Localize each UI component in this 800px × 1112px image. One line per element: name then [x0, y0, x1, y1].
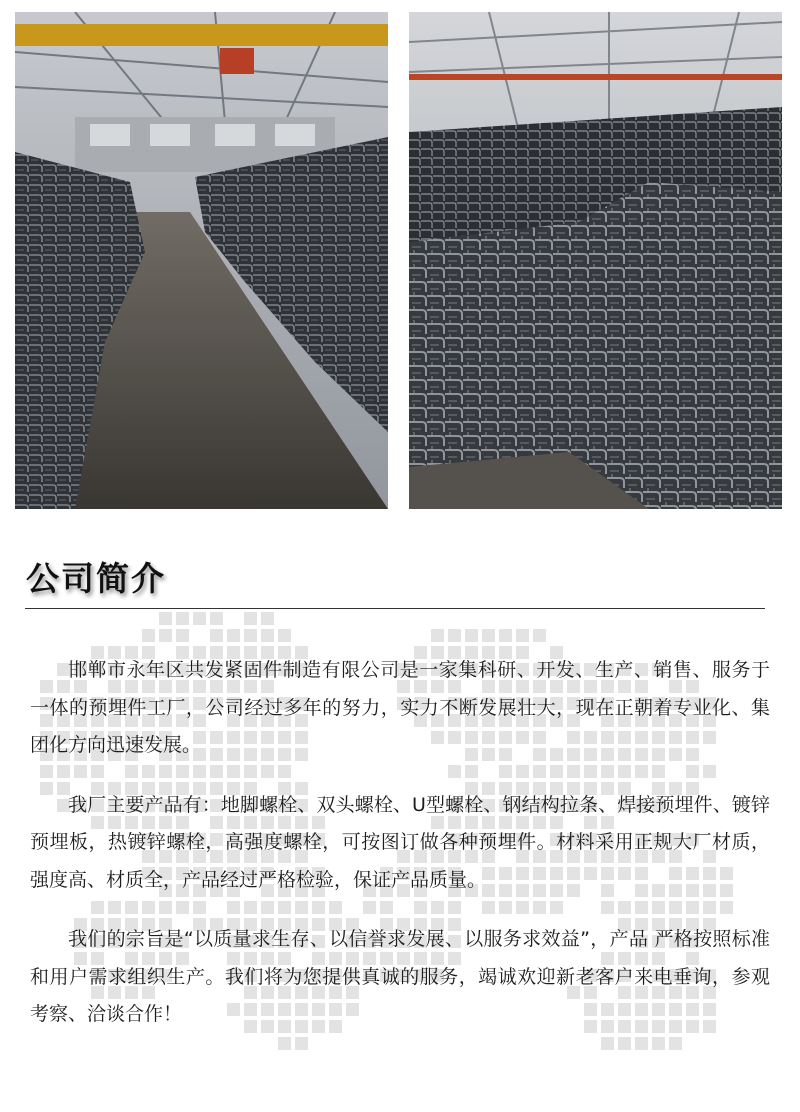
company-intro-text [30, 652, 770, 1056]
title-divider [25, 608, 765, 609]
intro-paragraph-1: 邯郸市永年区共发紧固件制造有限公司是一家集科研、开发、生产、销售、服务于一体的预埋件工厂，公司经过多年的努力，实力不断发展壮大，现在正朝着专业化、集团化方向迅速发展。 [30, 659, 770, 756]
section-title: 公司简介 [26, 559, 166, 598]
warehouse-aisle-photo [15, 12, 388, 509]
intro-paragraph-2: 我厂主要产品有：地脚螺栓、双头螺栓、U型螺栓、钢结构拉条、焊接预埋件、镀锌预埋板，热镀锌螺栓，高强度螺栓，可按图订做各种预埋件。材料采用正规大厂材质，强度高、材质全，产品经过严格检验，保证产品质量。 [30, 793, 770, 891]
intro-paragraph-3: 我们的宗旨是“以质量求生存、以信誉求发展、以服务求效益”，产品 严格按照标准和用户需求组织生产。我们将为您提供真诚的服务，竭诚欢迎新老客户来电垂询，参观考察、洽谈合作！ [30, 928, 770, 1025]
bolt-piles-photo [409, 12, 782, 509]
